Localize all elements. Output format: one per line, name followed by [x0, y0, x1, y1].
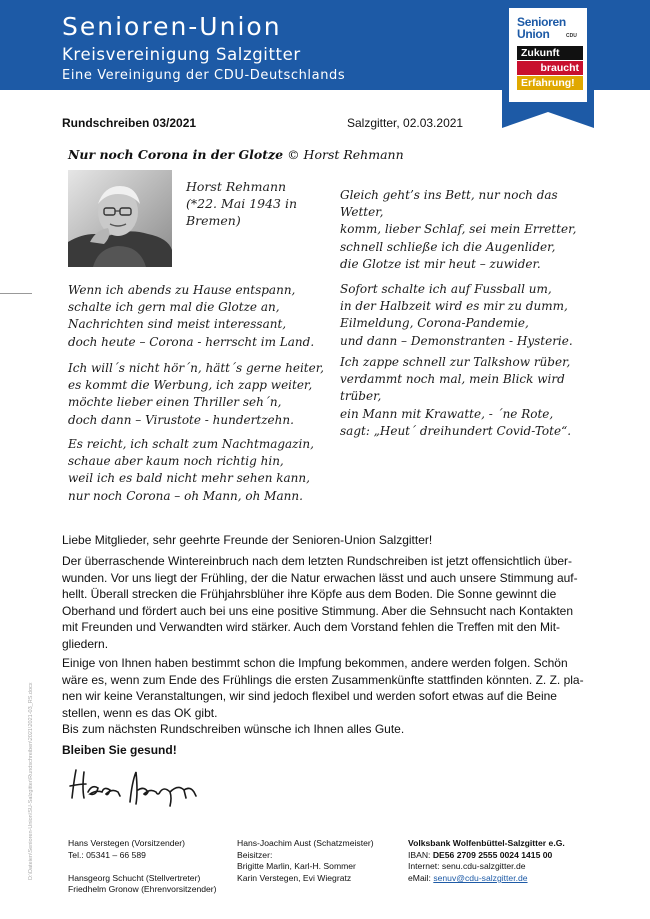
badge-stripe-erfahrung: Erfahrung!	[517, 76, 583, 90]
poem-line: schaue aber kaum noch richtig hin,	[68, 454, 284, 469]
letter-line: nen wir keine Veranstaltungen, wir sind jedoch flexibel und werden sofort etwas auf die Beine	[62, 689, 557, 703]
letter-line: wunden. Vor uns liegt der Frühling, der die Natur erwachen lässt und auch unsere Stimmung auf-	[62, 570, 578, 585]
poem-byline: © Horst Rehmann	[287, 147, 404, 162]
footer-treasurer: Hans-Joachim Aust (Schatzmeister)	[237, 838, 374, 848]
poem-line: Wenn ich abends zu Hause entspann,	[68, 283, 296, 297]
letter-line: mit Freunden und Verwandten wird stärker. Auch dem Vorstand fehlen die Treffen mit den Mit-	[62, 620, 561, 634]
document-file-path: D:\Dateien\Senioren-Union\SU-Salzgitter\Rundschreiben\2021\2021-03_RS.docx	[28, 682, 34, 880]
poem-line: schalte ich gern mal die Glotze an,	[68, 300, 280, 315]
letter-line: Einige von Ihnen haben bestimmt schon die Impfung bekommen, andere werden folgen. Schön	[62, 656, 568, 670]
footer-assessors-1: Brigitte Marlin, Karl-H. Sommer	[237, 861, 356, 872]
poem-line: verdammt noch mal, mein Blick wird	[340, 372, 565, 387]
poem-line: trüber,	[340, 389, 382, 404]
poem-line: Es reicht, ich schalt zum Nachtmagazin,	[68, 437, 314, 451]
badge-stripe-zukunft: Zukunft	[517, 46, 583, 60]
poem-line: sagt: „Heut´ dreihundert Covid-Tote“.	[340, 423, 572, 438]
footer-email-label: eMail:	[408, 872, 434, 883]
poem-line: Ich zappe schnell zur Talkshow rüber,	[340, 355, 571, 369]
footer-bank-name: Volksbank Wolfenbüttel-Salzgitter e.G.	[408, 838, 565, 848]
footer-iban-line	[408, 850, 565, 862]
footer-honorary-chairman: Friedhelm Gronow (Ehrenvorsitzender)	[68, 884, 217, 895]
letter-paragraph-1	[62, 553, 602, 652]
footer-board-column	[68, 838, 217, 896]
poem-line: möchte lieber einen Thriller seh´n,	[68, 395, 282, 410]
poem-line: ein Mann mit Krawatte, - ´ne Rote,	[340, 406, 554, 421]
poem-line: komm, lieber Schlaf, sei mein Erretter,	[340, 222, 577, 237]
poem-line: doch heute – Corona - herrscht im Land.	[68, 334, 315, 349]
author-caption	[186, 178, 297, 229]
poem-stanza-right-1	[340, 187, 576, 273]
footer-bank-column	[408, 838, 565, 884]
fold-mark	[0, 293, 32, 294]
organization-affiliation: Eine Vereinigung der CDU-Deutschlands	[62, 68, 346, 83]
letter-greeting: Liebe Mitglieder, sehr geehrte Freunde der Senioren-Union Salzgitter!	[62, 533, 433, 547]
poem-stanza-left-3	[68, 436, 314, 505]
badge-logo-text-senioren: Senioren	[517, 15, 566, 29]
poem-stanza-left-2	[68, 360, 324, 429]
footer-email-line	[408, 873, 565, 885]
letter-closing: Bis zum nächsten Rundschreiben wünsche ich Ihnen alles Gute.	[62, 722, 405, 736]
letter-line: wäre es, wenn zum Ende des Frühlings die ersten Zusammenkünfte stattfinden könnten. Z. Z. pla-	[62, 672, 584, 687]
footer-treasurer-column	[237, 838, 374, 884]
author-birth: (*22. Mai 1943 in	[186, 196, 298, 211]
handwritten-signature	[66, 762, 216, 812]
poem-line: Eilmeldung, Corona-Pandemie,	[340, 316, 529, 331]
letter-line: gliedern.	[62, 636, 109, 651]
letter-sign-off: Bleiben Sie gesund!	[62, 743, 177, 757]
footer-internet: Internet: senu.cdu-salzgitter.de	[408, 861, 526, 872]
poem-line: Wetter,	[340, 205, 384, 220]
poem-line: Ich will´s nicht hör´n, hätt´s gerne heiter,	[68, 361, 324, 375]
poem-line: Sofort schalte ich auf Fussball um,	[340, 282, 552, 296]
organization-subtitle: Kreisvereinigung Salzgitter	[62, 45, 301, 64]
letter-line: hellt. Überall strecken die Frühjahrsblüher ihre Köpfe aus dem Boden. Die Sonne gewinnt die	[62, 587, 557, 601]
footer-iban-label: IBAN:	[408, 849, 433, 860]
footer-email-link[interactable]: senuv@cdu-salzgitter.de	[433, 872, 528, 883]
author-name: Horst Rehmann	[186, 179, 287, 194]
badge-logo-text-cdu: CDU	[566, 33, 577, 39]
footer-deputy: Hansgeorg Schucht (Stellvertreter)	[68, 872, 201, 883]
letter-paragraph-2	[62, 655, 602, 721]
author-birthplace: Bremen)	[186, 213, 241, 228]
author-photo	[68, 170, 172, 267]
poem-line: doch dann – Virustote - hundertzehn.	[68, 412, 294, 427]
poem-stanza-right-3	[340, 354, 571, 440]
place-and-date: Salzgitter, 02.03.2021	[347, 116, 464, 130]
poem-title-line	[68, 147, 404, 162]
letter-line: stellen, wenn es das OK gibt.	[62, 705, 218, 720]
poem-line: weil ich es bald nicht mehr sehen kann,	[68, 471, 310, 486]
poem-stanza-left-1	[68, 282, 314, 351]
poem-line: Gleich geht’s ins Bett, nur noch das	[340, 188, 558, 202]
poem-line: in der Halbzeit wird es mir zu dumm,	[340, 299, 568, 314]
letter-line: Oberhand und fördert auch bei uns eine positive Stimmung. Aber die Sehnsucht nach Kontakten	[62, 603, 573, 618]
poem-line: Nachrichten sind meist interessant,	[68, 317, 287, 332]
footer-assessors-2: Karin Verstegen, Evi Wiegratz	[237, 872, 352, 883]
footer-chairman: Hans Verstegen (Vorsitzender)	[68, 838, 186, 848]
footer-phone: Tel.: 05341 – 66 589	[68, 849, 146, 860]
poem-line: die Glotze ist mir heut – zuwider.	[340, 256, 541, 271]
footer-iban: DE56 2709 2555 0024 1415 00	[432, 849, 553, 860]
badge-logo-text-union: Union	[517, 27, 550, 41]
poem-line: schnell schließe ich die Augenlider,	[340, 239, 556, 254]
footer-assessors-label: Beisitzer:	[237, 849, 273, 860]
organization-title: Senioren-Union	[62, 12, 282, 41]
letter-line: Der überraschende Wintereinbruch nach dem letzten Rundschreiben ist jetzt offensichtlich über-	[62, 554, 573, 568]
poem-stanza-right-2	[340, 281, 573, 350]
poem-line: nur noch Corona – oh Mann, oh Mann.	[68, 488, 303, 503]
poem-line: es kommt die Werbung, ich zapp weiter,	[68, 378, 313, 393]
poem-title: Nur noch Corona in der Glotze	[68, 147, 284, 162]
poem-line: und dann – Demonstranten - Hysterie.	[340, 333, 573, 348]
badge-stripe-braucht: braucht	[517, 61, 583, 75]
circular-number: Rundschreiben 03/2021	[62, 116, 197, 130]
